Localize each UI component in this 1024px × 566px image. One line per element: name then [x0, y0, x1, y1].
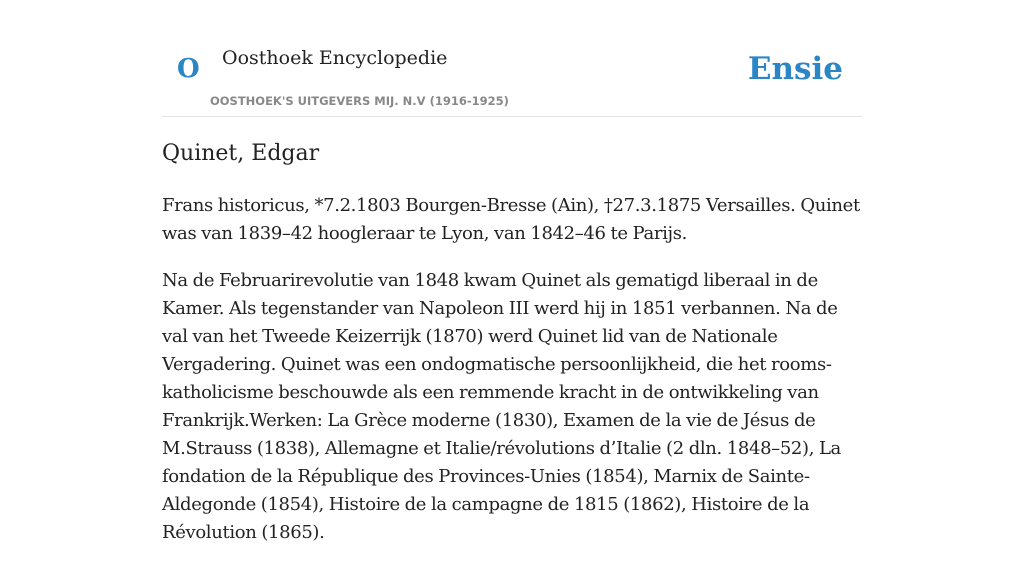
article-paragraph: Frans historicus, *7.2.1803 Bourgen-Bresse (Ain), †27.3.1875 Versailles. Quinet was van 1839–42 hoogleraar te Lyon, van 1842–46 te Parijs. [162, 195, 860, 244]
article-paragraph: Na de Februarirevolutie van 1848 kwam Quinet als gematigd liberaal in de Kamer. Als tegenstander van Napoleon III werd hij in 1851 verbannen. Na de val van het Tweede Keizerrijk (1870) werd Quinet lid van de Nationale Vergadering. Quinet was een ondogmatische persoonlijkheid, die het rooms-katholicisme beschouwde als een remmende kracht in de ontwikkeling van Frankrijk.Werken: La Grèce moderne (1830), Examen de la vie de Jésus de M.Strauss (1838), Allemagne et Italie/révolutions d’Italie (2 dln. 1848–52), La fondation de la République des Provinces-Unies (1854), Marnix de Sainte-Aldegonde (1854), Histoire de la campagne de 1815 (1862), Histoire de la Révolution (1865). [162, 270, 841, 543]
source-logo[interactable]: O [177, 54, 200, 84]
article-body [162, 192, 862, 566]
page [162, 0, 862, 543]
site-title[interactable]: Oosthoek Encyclopedie [222, 47, 448, 69]
site-header [162, 0, 862, 117]
article-title: Quinet, Edgar [162, 141, 320, 166]
brand-logo[interactable]: Ensie [747, 51, 843, 87]
site-subtitle: OOSTHOEK'S UITGEVERS MIJ. N.V (1916-1925) [210, 94, 509, 108]
